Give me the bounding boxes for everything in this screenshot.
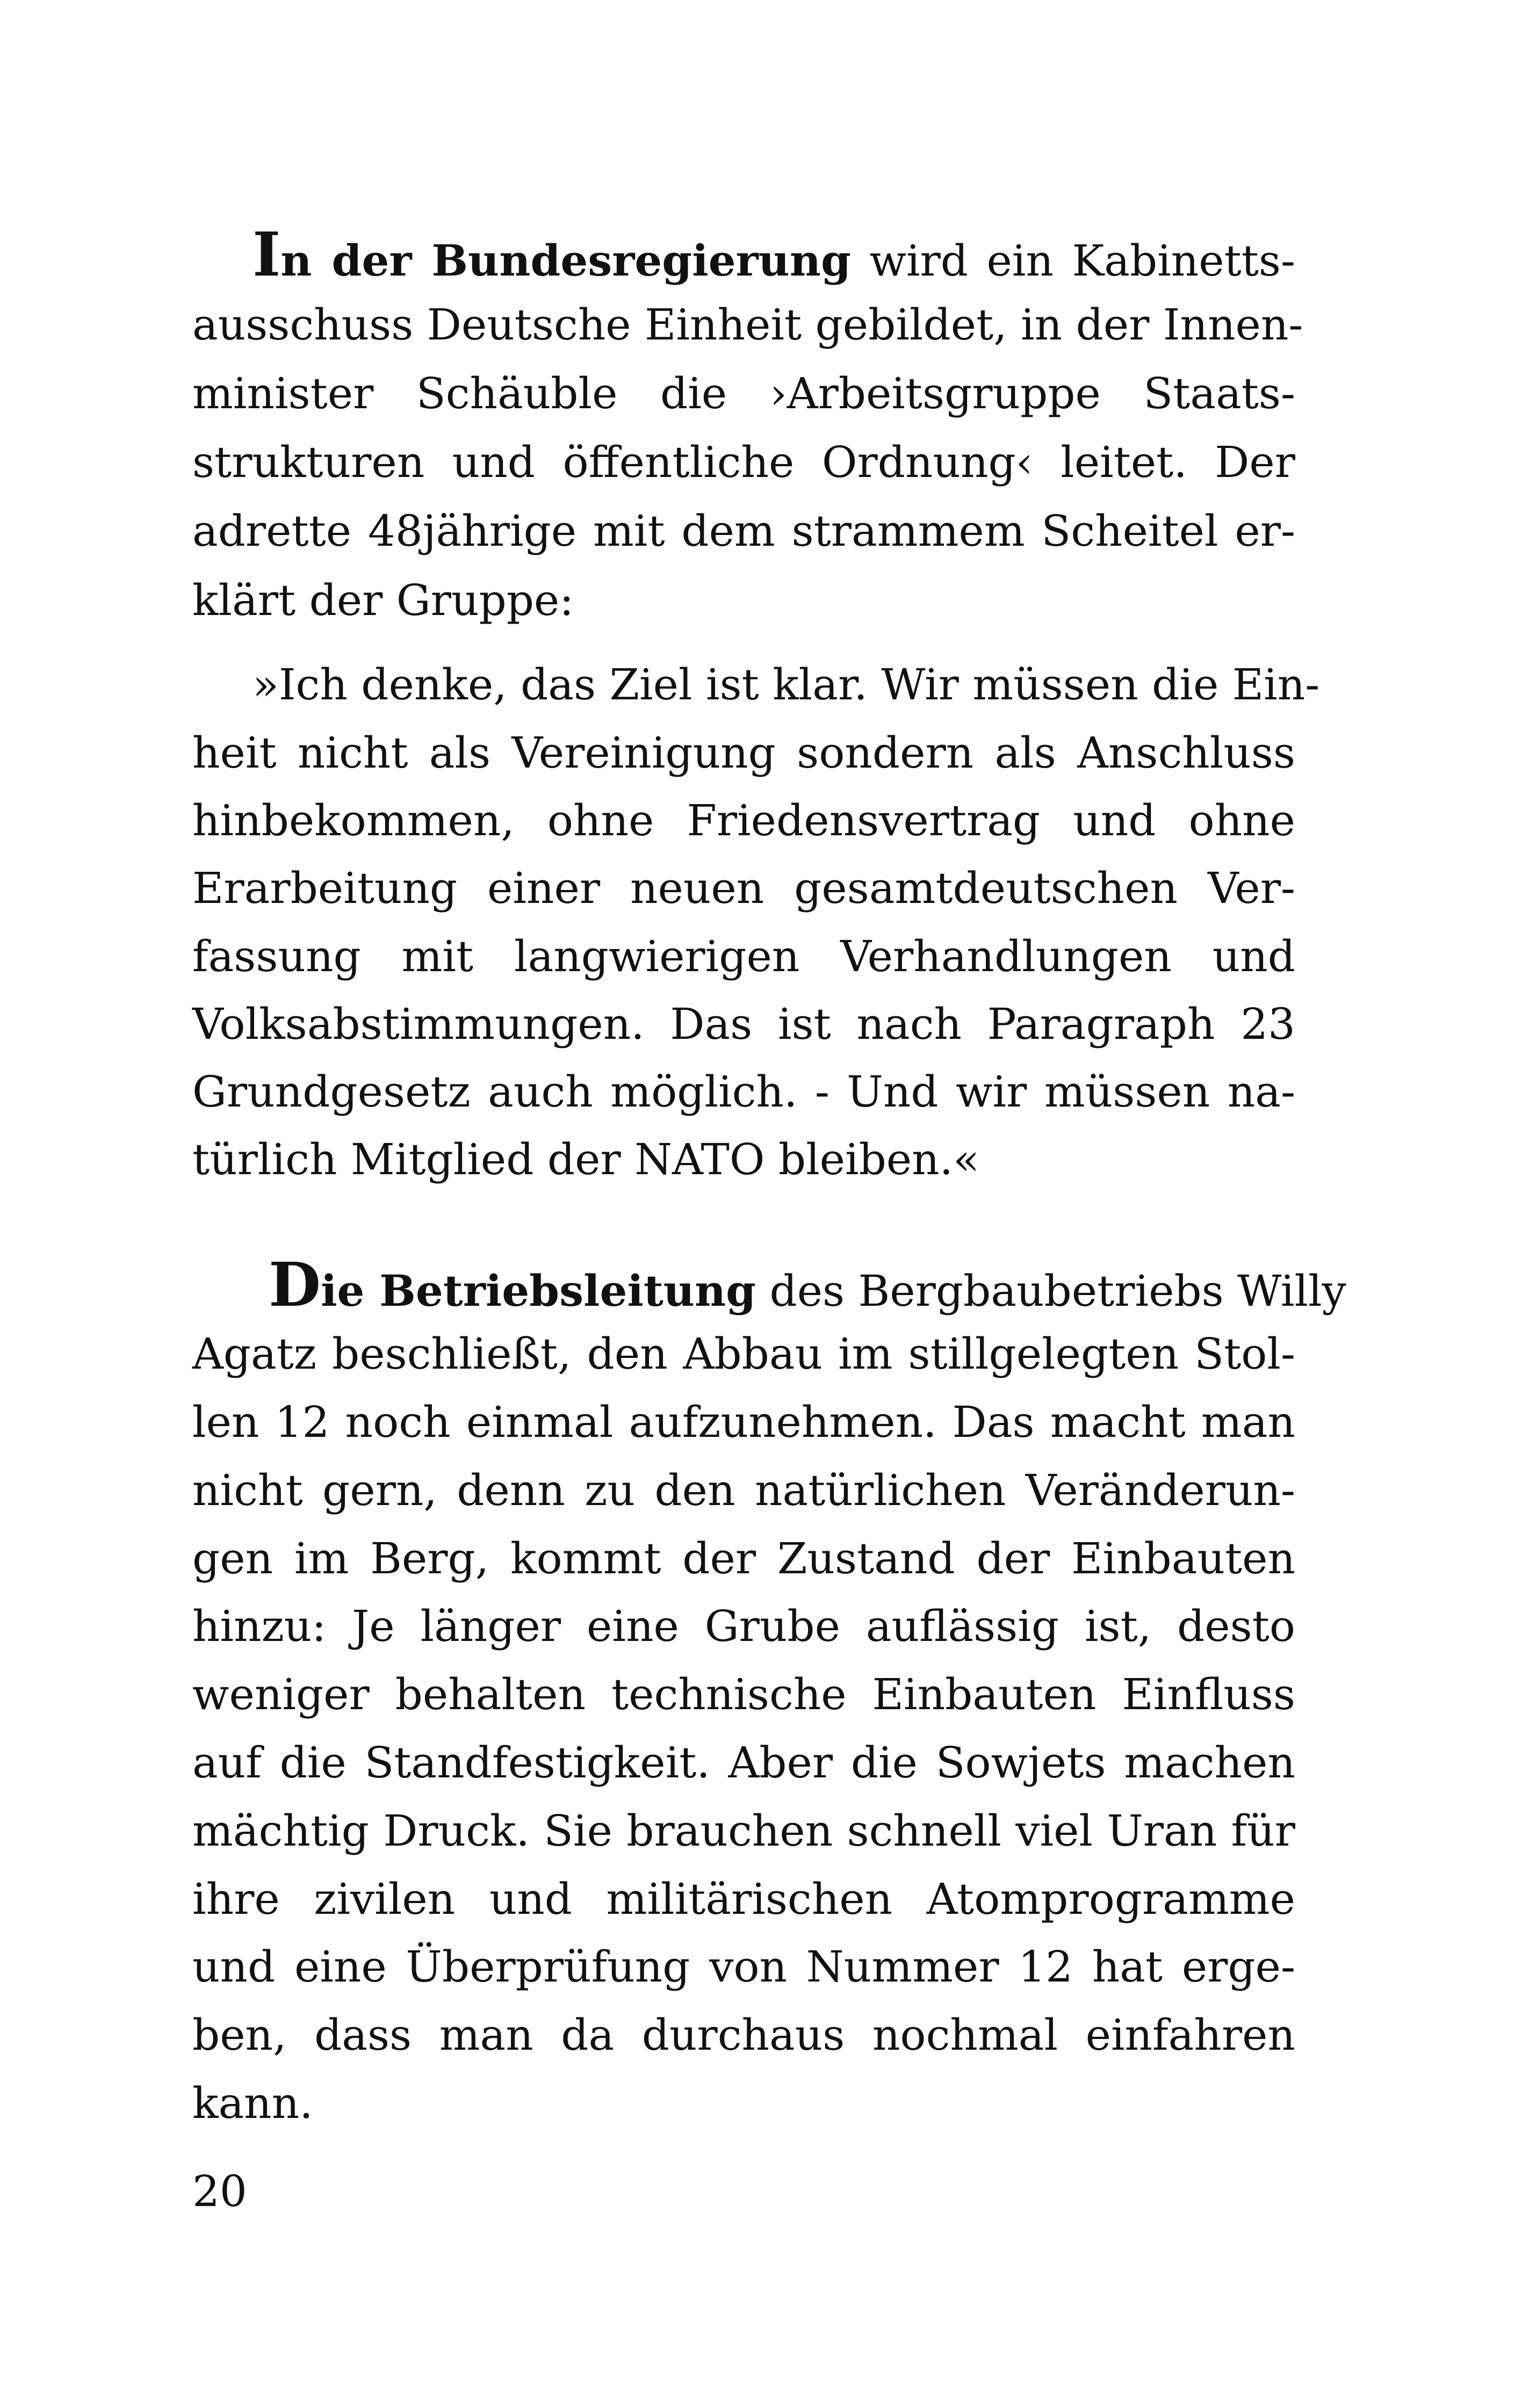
quote-line-7: Grundgesetz auch möglich. - Und wir müssen na- xyxy=(192,1067,1295,1117)
paragraph-2-lead-cap: D xyxy=(269,1250,321,1320)
paragraph-2-line-13: kann. xyxy=(192,2078,313,2128)
paragraph-2-line-1 xyxy=(269,1250,1346,1320)
paragraph-1-line-5: adrette 48jährige mit dem strammem Scheitel er- xyxy=(192,506,1295,556)
paragraph-2-line-10: ihre zivilen und militärischen Atomprogramme xyxy=(192,1874,1295,1924)
quote-line-8: türlich Mitglied der NATO bleiben.« xyxy=(192,1134,980,1184)
paragraph-1-lead xyxy=(253,220,851,290)
paragraph-2-lead xyxy=(269,1250,756,1320)
paragraph-1-line-1 xyxy=(253,220,1296,290)
paragraph-2-line-11: und eine Überprüfung von Nummer 12 hat erge- xyxy=(192,1942,1295,1992)
paragraph-2-line-1-text: des Bergbaubetriebs Willy xyxy=(756,1266,1346,1316)
paragraph-2-lead-rest: ie Betriebsleitung xyxy=(321,1266,756,1316)
quote-line-2: heit nicht als Vereinigung sondern als Anschluss xyxy=(192,728,1295,778)
paragraph-1-line-3: minister Schäuble die ›Arbeitsgruppe Staats- xyxy=(192,368,1295,418)
quote-line-6: Volksabstimmungen. Das ist nach Paragraph 23 xyxy=(192,999,1295,1049)
paragraph-2-line-9: mächtig Druck. Sie brauchen schnell viel Uran für xyxy=(192,1806,1295,1856)
paragraph-1-line-2: ausschuss Deutsche Einheit gebildet, in der Innen- xyxy=(192,300,1303,350)
paragraph-2-line-5: gen im Berg, kommt der Zustand der Einbauten xyxy=(192,1534,1295,1583)
paragraph-1-line-1-text: wird ein Kabinetts- xyxy=(850,236,1296,286)
paragraph-2-line-8: auf die Standfestigkeit. Aber die Sowjets machen xyxy=(192,1738,1295,1788)
paragraph-2-line-2: Agatz beschließt, den Abbau im stillgelegten Stol- xyxy=(192,1329,1295,1379)
quote-line-5: fassung mit langwierigen Verhandlungen und xyxy=(192,931,1295,981)
quote-line-3: hinbekommen, ohne Friedensvertrag und ohne xyxy=(192,796,1295,845)
paragraph-2-line-3: len 12 noch einmal aufzunehmen. Das macht man xyxy=(192,1397,1295,1447)
paragraph-2-line-4: nicht gern, denn zu den natürlichen Veränderun- xyxy=(192,1465,1295,1515)
paragraph-2-line-7: weniger behalten technische Einbauten Einfluss xyxy=(192,1669,1295,1719)
paragraph-2-line-12: ben, dass man da durchaus nochmal einfahren xyxy=(192,2010,1295,2060)
paragraph-1-lead-rest: n der Bundesregierung xyxy=(280,235,851,286)
page-number: 20 xyxy=(192,2166,247,2216)
paragraph-2-line-6: hinzu: Je länger eine Grube auflässig ist, desto xyxy=(192,1601,1295,1651)
paragraph-1-line-4: strukturen und öffentliche Ordnung‹ leitet. Der xyxy=(192,437,1295,487)
quote-line-4: Erarbeitung einer neuen gesamtdeutschen Ver- xyxy=(192,863,1295,913)
quote-line-1: »Ich denke, das Ziel ist klar. Wir müssen die Ein- xyxy=(253,660,1320,710)
paragraph-1-lead-cap: I xyxy=(253,220,281,290)
paragraph-1-line-6: klärt der Gruppe: xyxy=(192,575,574,625)
